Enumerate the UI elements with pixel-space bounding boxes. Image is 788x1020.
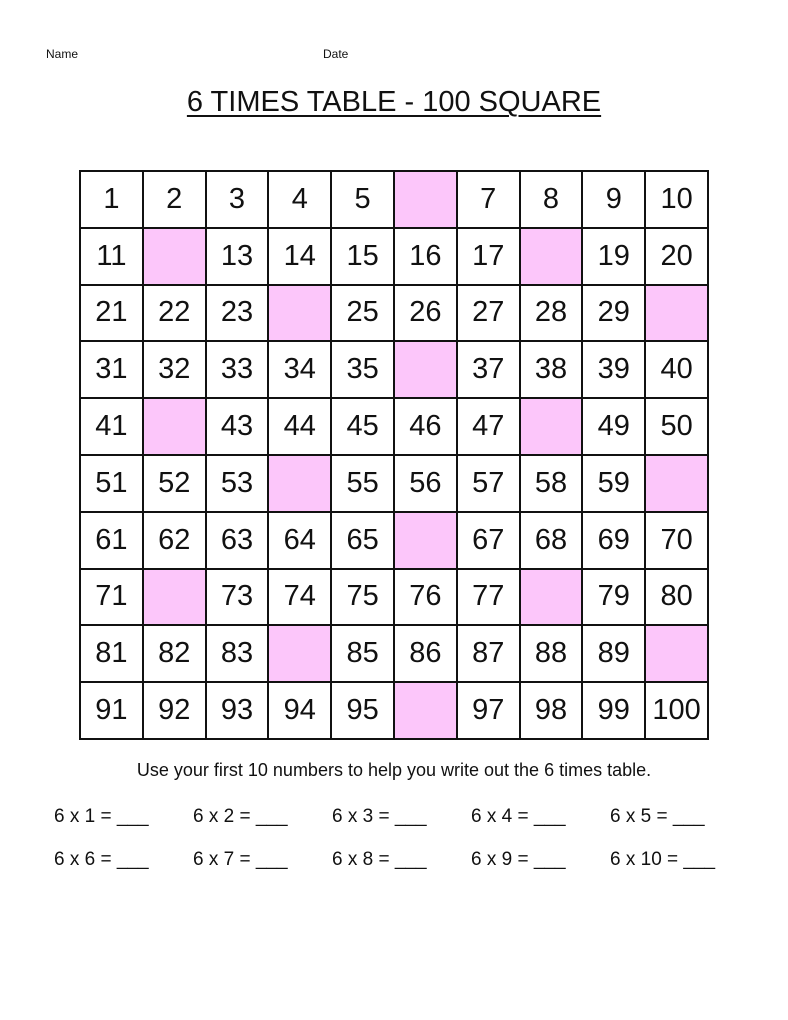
grid-cell-blank[interactable] [269,286,332,343]
equation[interactable]: 6 x 10 = ___ [610,849,716,870]
grid-cell-blank[interactable] [144,229,207,286]
grid-cell: 62 [144,513,207,570]
grid-cell: 69 [583,513,646,570]
grid-cell: 3 [207,172,270,229]
grid-cell-blank[interactable] [521,399,584,456]
grid-cell-blank[interactable] [646,456,709,513]
page-title: 6 TIMES TABLE - 100 SQUARE [186,86,602,118]
grid-cell: 4 [269,172,332,229]
equation-row [54,806,754,832]
grid-cell: 49 [583,399,646,456]
grid-cell: 51 [81,456,144,513]
grid-cell: 56 [395,456,458,513]
grid-cell: 61 [81,513,144,570]
grid-cell-blank[interactable] [395,513,458,570]
grid-cell: 26 [395,286,458,343]
equation[interactable]: 6 x 8 = ___ [332,849,427,870]
equation-row [54,849,754,875]
equation[interactable]: 6 x 7 = ___ [193,849,288,870]
grid-cell-blank[interactable] [269,456,332,513]
grid-cell: 25 [332,286,395,343]
grid-cell: 91 [81,683,144,740]
hundred-square-grid [79,170,709,740]
grid-cell: 82 [144,626,207,683]
grid-cell: 58 [521,456,584,513]
grid-cell: 8 [521,172,584,229]
grid-cell: 87 [458,626,521,683]
grid-cell-blank[interactable] [269,626,332,683]
grid-cell: 1 [81,172,144,229]
date-label: Date [323,47,349,61]
equation[interactable]: 6 x 6 = ___ [54,849,149,870]
grid-cell: 27 [458,286,521,343]
grid-cell-blank[interactable] [395,342,458,399]
grid-cell: 64 [269,513,332,570]
grid-cell: 13 [207,229,270,286]
name-label: Name [46,47,79,61]
grid-cell: 50 [646,399,709,456]
grid-cell: 17 [458,229,521,286]
grid-cell: 65 [332,513,395,570]
grid-cell: 41 [81,399,144,456]
equation[interactable]: 6 x 4 = ___ [471,806,566,827]
grid-cell: 59 [583,456,646,513]
grid-cell: 39 [583,342,646,399]
grid-cell: 83 [207,626,270,683]
grid-cell: 44 [269,399,332,456]
equation[interactable]: 6 x 3 = ___ [332,806,427,827]
grid-cell: 70 [646,513,709,570]
grid-cell: 57 [458,456,521,513]
grid-cell: 16 [395,229,458,286]
grid-cell: 43 [207,399,270,456]
grid-cell-blank[interactable] [521,570,584,627]
grid-cell: 15 [332,229,395,286]
grid-cell-blank[interactable] [646,286,709,343]
grid-cell: 35 [332,342,395,399]
grid-cell: 23 [207,286,270,343]
grid-cell-blank[interactable] [395,172,458,229]
equation[interactable]: 6 x 1 = ___ [54,806,149,827]
equation[interactable]: 6 x 5 = ___ [610,806,705,827]
grid-cell: 94 [269,683,332,740]
grid-cell: 76 [395,570,458,627]
grid-cell: 38 [521,342,584,399]
grid-cell: 93 [207,683,270,740]
grid-cell: 2 [144,172,207,229]
grid-cell-blank[interactable] [395,683,458,740]
grid-cell: 32 [144,342,207,399]
grid-cell: 40 [646,342,709,399]
grid-cell: 34 [269,342,332,399]
grid-cell: 33 [207,342,270,399]
grid-cell: 77 [458,570,521,627]
grid-cell: 14 [269,229,332,286]
equation[interactable]: 6 x 2 = ___ [193,806,288,827]
grid-cell: 11 [81,229,144,286]
grid-cell: 46 [395,399,458,456]
grid-cell: 63 [207,513,270,570]
grid-cell: 80 [646,570,709,627]
grid-cell: 47 [458,399,521,456]
grid-cell: 10 [646,172,709,229]
grid-cell: 31 [81,342,144,399]
grid-cell: 52 [144,456,207,513]
grid-cell: 28 [521,286,584,343]
equation[interactable]: 6 x 9 = ___ [471,849,566,870]
grid-cell: 75 [332,570,395,627]
grid-cell: 74 [269,570,332,627]
grid-cell: 9 [583,172,646,229]
grid-cell: 79 [583,570,646,627]
grid-cell: 71 [81,570,144,627]
grid-cell: 37 [458,342,521,399]
grid-cell: 73 [207,570,270,627]
grid-cell: 98 [521,683,584,740]
grid-cell: 89 [583,626,646,683]
grid-cell: 99 [583,683,646,740]
grid-cell: 53 [207,456,270,513]
grid-cell: 29 [583,286,646,343]
grid-cell-blank[interactable] [144,570,207,627]
grid-cell: 100 [646,683,709,740]
grid-cell: 19 [583,229,646,286]
grid-cell: 55 [332,456,395,513]
grid-cell: 86 [395,626,458,683]
grid-cell-blank[interactable] [646,626,709,683]
grid-cell: 7 [458,172,521,229]
grid-cell: 21 [81,286,144,343]
grid-cell: 22 [144,286,207,343]
grid-cell-blank[interactable] [521,229,584,286]
grid-cell: 68 [521,513,584,570]
grid-cell: 45 [332,399,395,456]
grid-cell: 20 [646,229,709,286]
instruction-text: Use your first 10 numbers to help you write out the 6 times table. [136,760,652,780]
grid-cell: 97 [458,683,521,740]
grid-cell: 5 [332,172,395,229]
grid-cell: 92 [144,683,207,740]
grid-cell: 81 [81,626,144,683]
grid-cell: 67 [458,513,521,570]
grid-cell-blank[interactable] [144,399,207,456]
grid-cell: 85 [332,626,395,683]
grid-cell: 95 [332,683,395,740]
grid-cell: 88 [521,626,584,683]
